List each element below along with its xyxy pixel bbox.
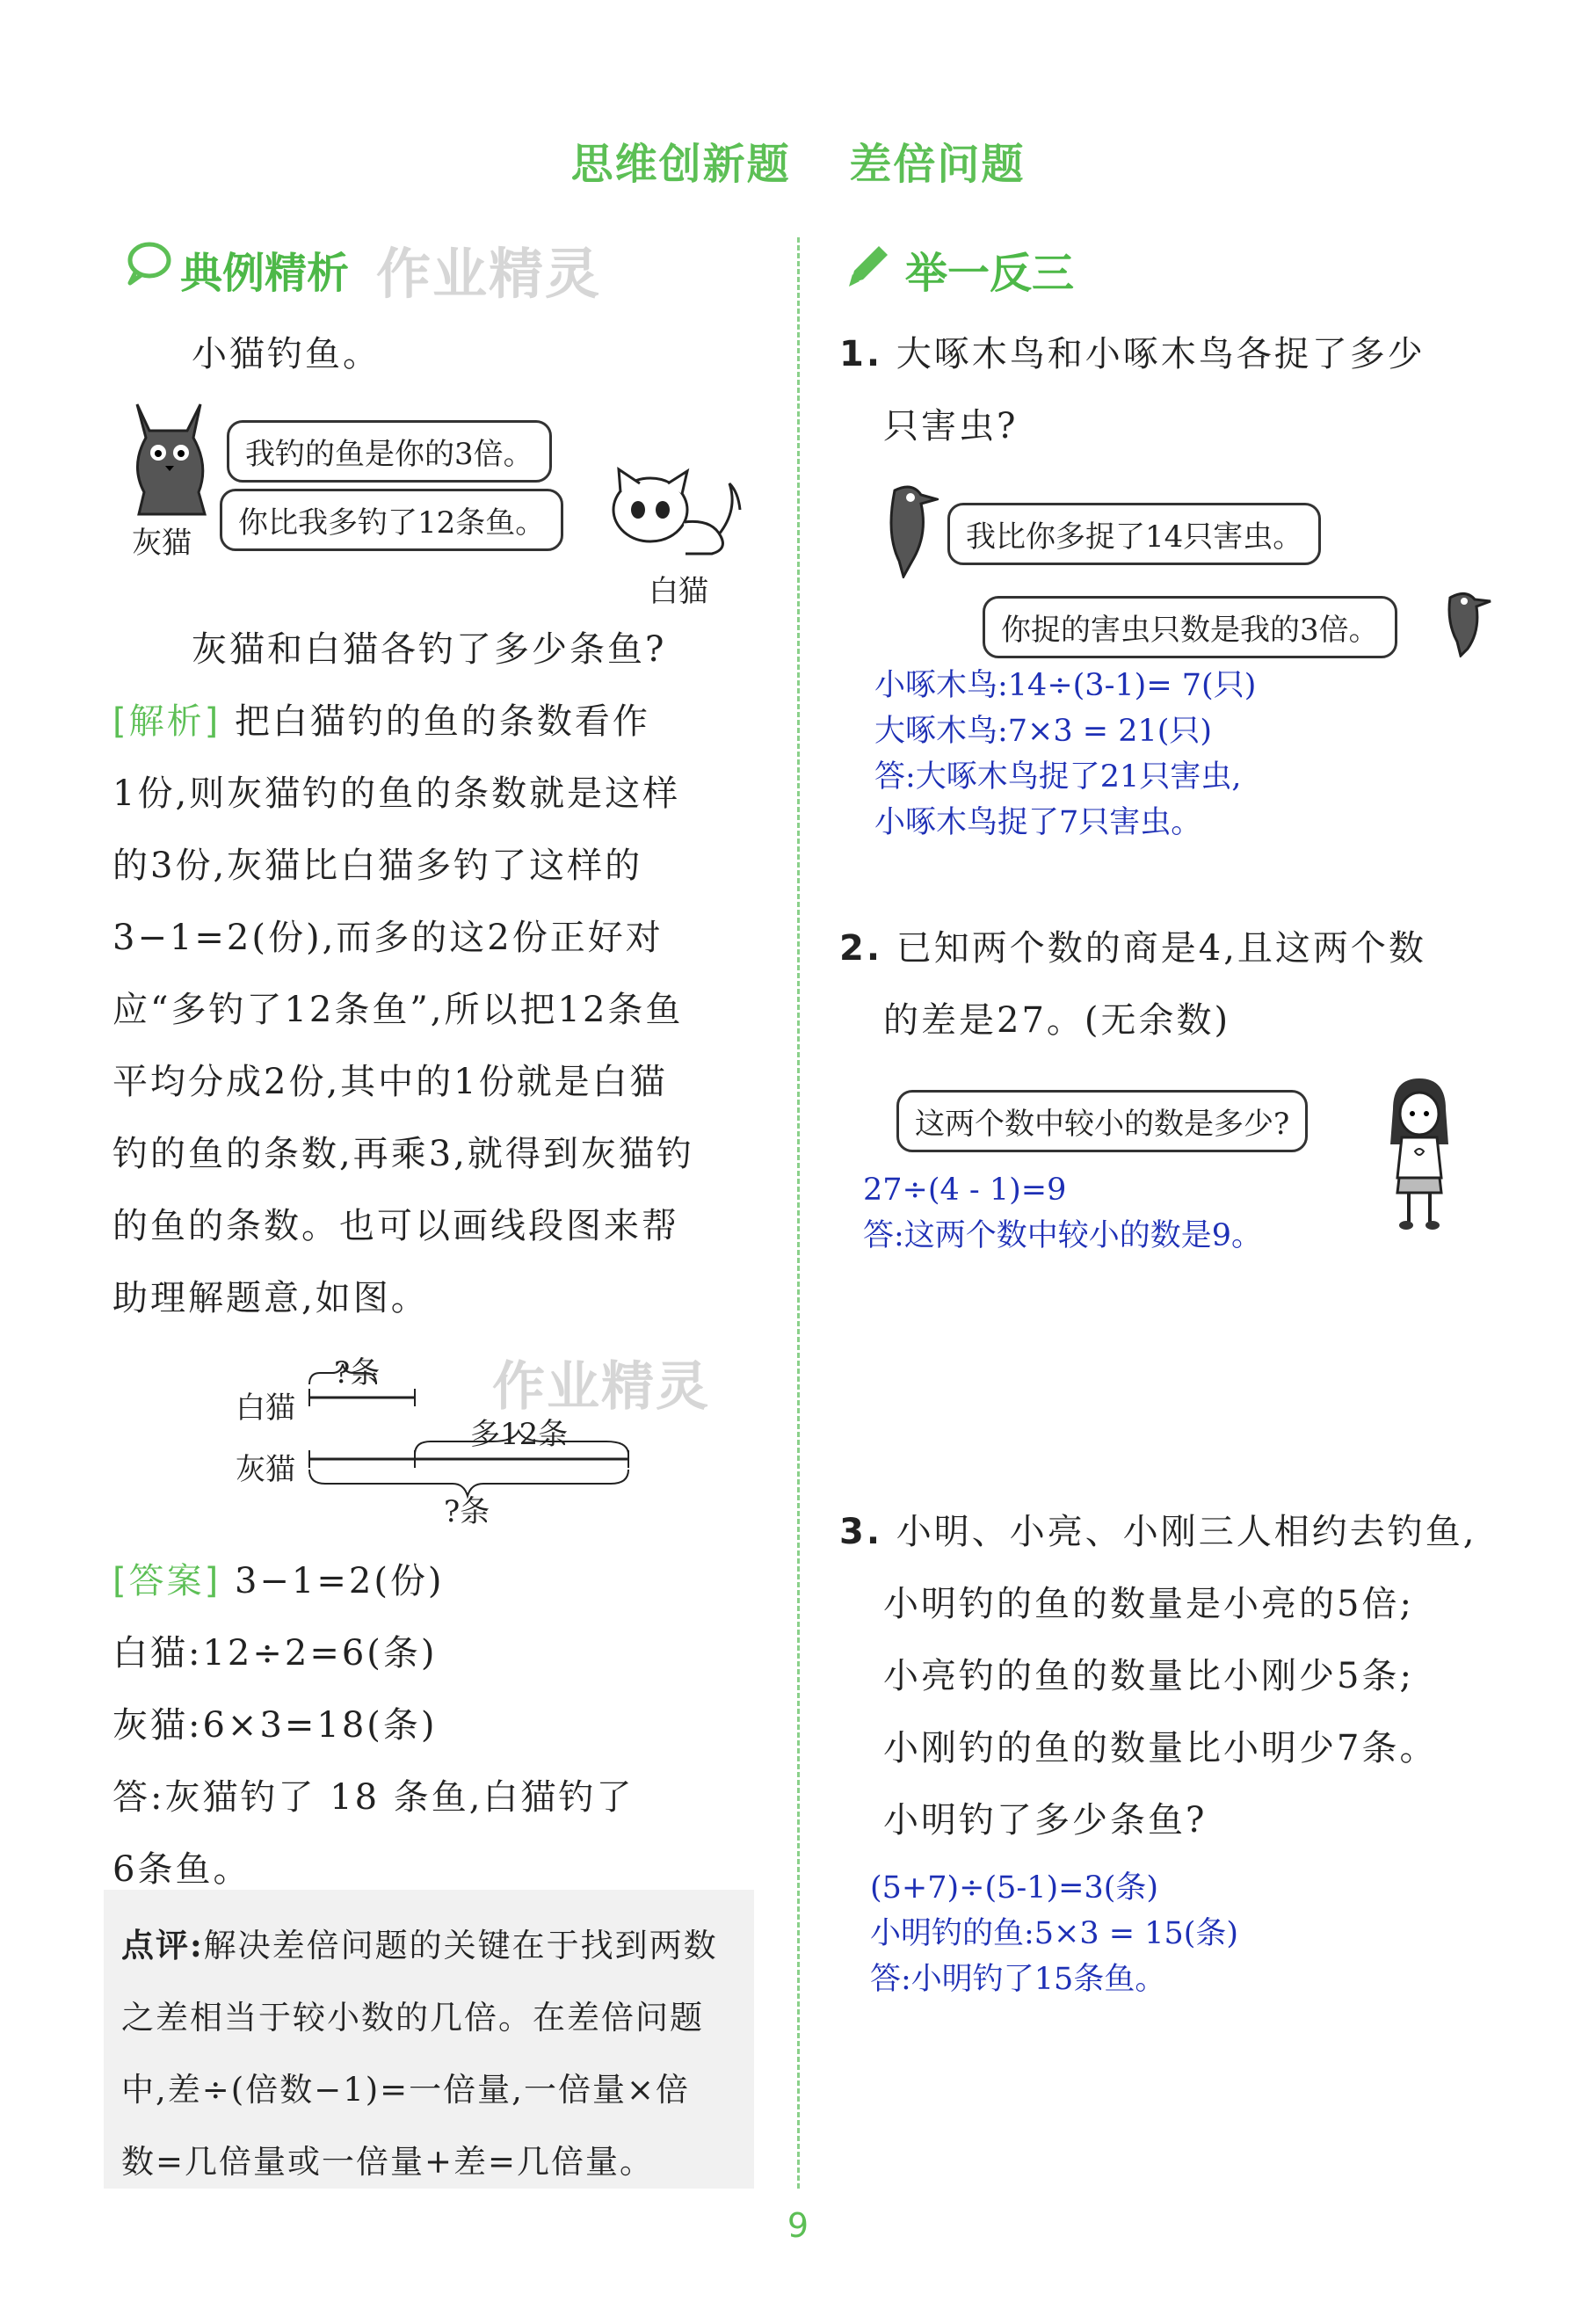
- white-cat-illustration: [606, 466, 747, 566]
- diagram-grey-cat-label: 灰猫: [236, 1452, 295, 1487]
- answer-line: 灰猫:6×3=18(条): [112, 1705, 438, 1746]
- white-cat-label: 白猫: [649, 574, 708, 609]
- answer-line: 答:这两个数中较小的数是9。: [863, 1218, 1263, 1253]
- speech-icon: [123, 237, 174, 292]
- analysis-label: [解析]: [112, 701, 221, 742]
- page-title-part2: 差倍问题: [849, 140, 1026, 189]
- big-woodpecker-illustration: [877, 482, 939, 582]
- diagram-bottom-label: ?条: [444, 1494, 490, 1529]
- diagram-top-label: ?条: [334, 1355, 381, 1390]
- analysis-line: 钓的鱼的条数,再乘3,就得到灰猫钓: [112, 1134, 694, 1174]
- question-number: 1.: [839, 334, 883, 374]
- answer-line: (5+7)÷(5-1)=3(条): [870, 1870, 1159, 1906]
- answer-line: 小啄木鸟:14÷(3-1)= 7(只): [874, 668, 1257, 703]
- review-label: 点评:: [121, 1926, 204, 1964]
- grey-cat-label: 灰猫: [132, 526, 192, 561]
- answer-q3: [870, 1865, 1238, 2002]
- analysis-line: [解析] 把白猫钓的鱼的条数看作: [112, 701, 650, 742]
- review-line: 中,差÷(倍数−1)=一倍量,一倍量×倍: [121, 2071, 690, 2109]
- page-number: 9: [787, 2206, 809, 2245]
- answer-line: 白猫:12÷2=6(条): [112, 1633, 438, 1674]
- answer-line: 小明钓的鱼:5×3 = 15(条): [870, 1916, 1239, 1951]
- answer-q2: [863, 1167, 1262, 1259]
- answer-q1: [874, 663, 1256, 846]
- diagram-white-cat-label: 白猫: [236, 1390, 295, 1426]
- section-title-practice: 举一反三: [905, 249, 1075, 298]
- question-number: 2.: [839, 928, 883, 969]
- speech-bubble-small-woodpecker: 你捉的害虫只数是我的3倍。: [983, 596, 1397, 658]
- analysis-line: 应“多钓了12条鱼”,所以把12条鱼: [112, 990, 684, 1030]
- diagram-watermark: 作业精灵: [492, 1356, 710, 1418]
- analysis-line: 1份,则灰猫钓的鱼的条数就是这样: [112, 773, 681, 814]
- speech-bubble-grey-cat: 我钓的鱼是你的3倍。: [227, 420, 552, 483]
- review-line: 点评:解决差倍问题的关键在于找到两数: [121, 1926, 718, 1964]
- girl-illustration: [1380, 1074, 1459, 1236]
- question-1: 1. 大啄木鸟和小啄木鸟各捉了多少 只害虫?: [839, 334, 1426, 447]
- question-number: 3.: [839, 1512, 883, 1552]
- question-text: 灰猫和白猫各钓了多少条鱼?: [192, 629, 667, 670]
- page-title-part1: 思维创新题: [570, 140, 791, 189]
- question-2: 2. 已知两个数的商是4,且这两个数 的差是27。(无余数): [839, 928, 1426, 1041]
- answer-line: 小啄木鸟捉了7只害虫。: [874, 805, 1202, 840]
- pencil-icon: [844, 239, 895, 294]
- analysis-line: 平均分成2份,其中的1份就是白猫: [112, 1062, 668, 1102]
- analysis-line: 的鱼的条数。也可以画线段图来帮: [112, 1206, 679, 1246]
- answer-line: 答:小明钓了15条鱼。: [870, 1962, 1166, 1997]
- answer-line: 大啄木鸟:7×3 = 21(只): [874, 714, 1213, 749]
- answer-label: [答案]: [112, 1561, 221, 1601]
- review-block: [121, 1909, 754, 2198]
- intro-text: 小猫钓鱼。: [192, 334, 381, 374]
- page-title: [0, 130, 1596, 191]
- diagram-more-label: 多12条: [470, 1417, 569, 1452]
- analysis-line: 助理解题意,如图。: [112, 1278, 429, 1318]
- watermark: 作业精灵: [376, 242, 602, 306]
- answer-line: 答:大啄木鸟捉了21只害虫,: [874, 759, 1242, 795]
- speech-bubble-white-cat: 你比我多钓了12条鱼。: [220, 489, 563, 551]
- grey-cat-illustration: [121, 396, 218, 522]
- analysis-line: 的3份,灰猫比白猫多钓了这样的: [112, 846, 643, 886]
- analysis-block: [112, 686, 758, 1334]
- speech-bubble-big-woodpecker: 我比你多捉了14只害虫。: [947, 503, 1321, 565]
- review-line: 之差相当于较小数的几倍。在差倍问题: [121, 1999, 704, 2037]
- answer-line: 27÷(4 - 1)=9: [863, 1173, 1067, 1208]
- column-divider: [797, 237, 800, 2189]
- question-3: 3. 小明、小亮、小刚三人相约去钓鱼, 小明钓的鱼的数量是小亮的5倍; 小亮钓的鱼的数量比小刚少5条; 小刚钓的鱼的数量比小明少7条。 小明钓了多少条鱼?: [839, 1512, 1477, 1841]
- review-line: 数=几倍量或一倍量+差=几倍量。: [121, 2143, 655, 2181]
- answer-line: 6条鱼。: [112, 1849, 251, 1890]
- answer-line: [答案] 3−1=2(份): [112, 1561, 445, 1601]
- answer-block: [112, 1545, 763, 1906]
- small-woodpecker-illustration: [1441, 587, 1494, 661]
- speech-bubble-girl: 这两个数中较小的数是多少?: [896, 1090, 1308, 1152]
- section-title-example: 典例精析: [180, 249, 350, 298]
- analysis-line: 3−1=2(份),而多的这2份正好对: [112, 918, 664, 958]
- answer-line: 答:灰猫钓了 18 条鱼,白猫钓了: [112, 1777, 635, 1818]
